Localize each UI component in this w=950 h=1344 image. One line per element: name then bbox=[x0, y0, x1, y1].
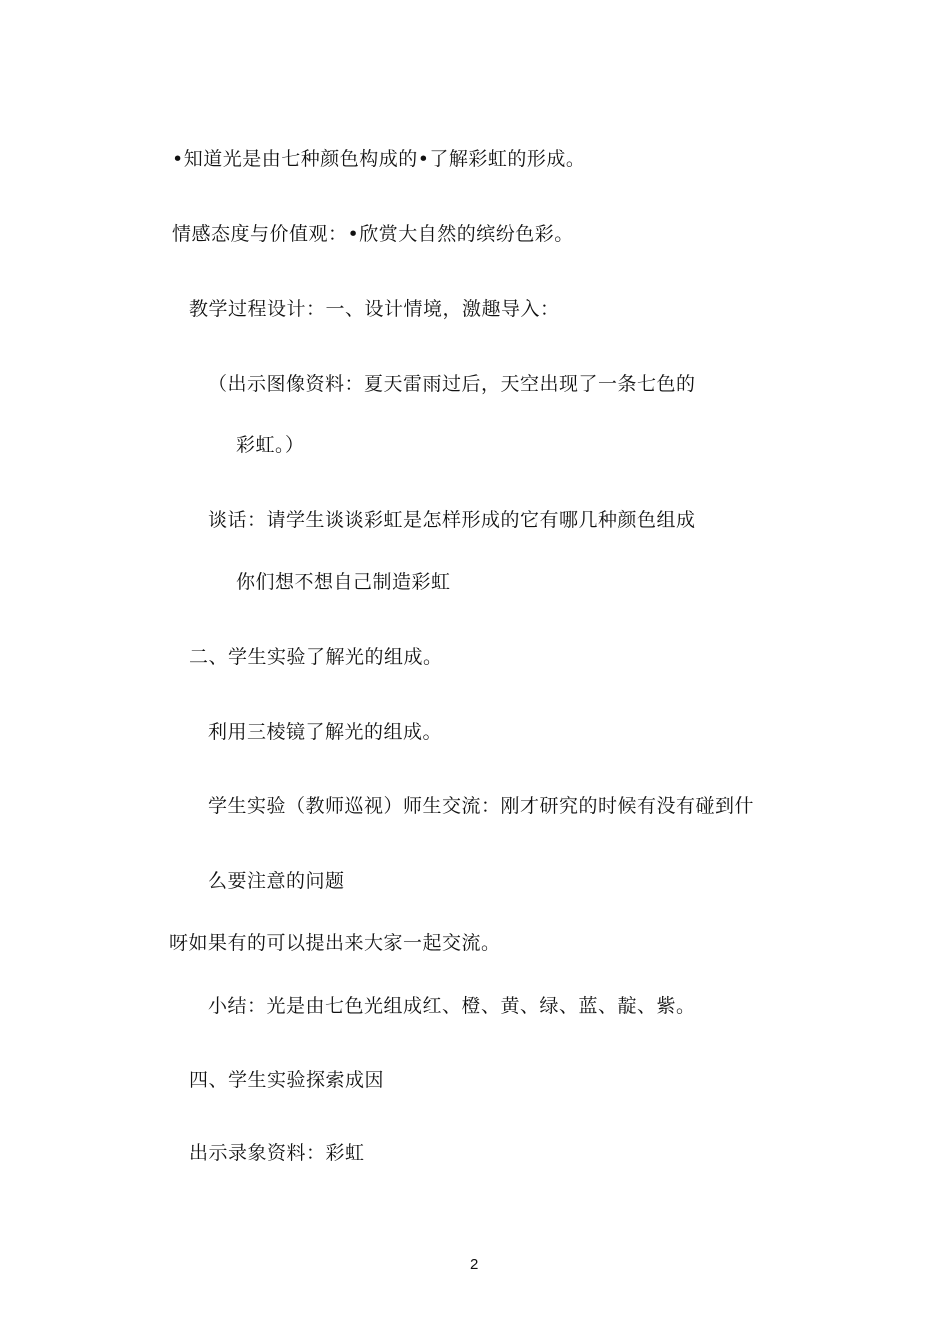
text-line-rainbow: 彩虹。） bbox=[236, 434, 305, 456]
page-number: 2 bbox=[470, 1256, 479, 1273]
text-line-section-four: 四、学生实验探索成因 bbox=[189, 1069, 385, 1091]
text-line-section-two: 二、学生实验了解光的组成。 bbox=[189, 646, 443, 668]
text-line-make-rainbow: 你们想不想自己制造彩虹 bbox=[236, 571, 451, 593]
text-line-prism: 利用三棱镜了解光的组成。 bbox=[208, 721, 443, 743]
text-line-attention-question: 么要注意的问题 bbox=[208, 870, 345, 892]
text-line-objective: •知道光是由七种颜色构成的•了解彩虹的形成。 bbox=[172, 148, 586, 170]
text-line-student-experiment: 学生实验（教师巡视）师生交流：刚才研究的时候有没有碰到什 bbox=[208, 795, 755, 817]
text-line-summary: 小结：光是由七色光组成红、橙、黄、绿、蓝、靛、紫。 bbox=[208, 995, 696, 1017]
text-line-emotion-attitude: 情感态度与价值观：•欣赏大自然的缤纷色彩。 bbox=[172, 223, 574, 245]
text-line-teaching-process: 教学过程设计：一、设计情境，激趣导入： bbox=[189, 298, 560, 320]
text-line-show-image: （出示图像资料：夏天雷雨过后，天空出现了一条七色的 bbox=[208, 373, 696, 395]
text-line-share: 呀如果有的可以提出来大家一起交流。 bbox=[169, 932, 501, 954]
text-line-video-material: 出示录象资料：彩虹 bbox=[189, 1142, 365, 1164]
text-line-conversation: 谈话：请学生谈谈彩虹是怎样形成的它有哪几种颜色组成 bbox=[208, 509, 696, 531]
